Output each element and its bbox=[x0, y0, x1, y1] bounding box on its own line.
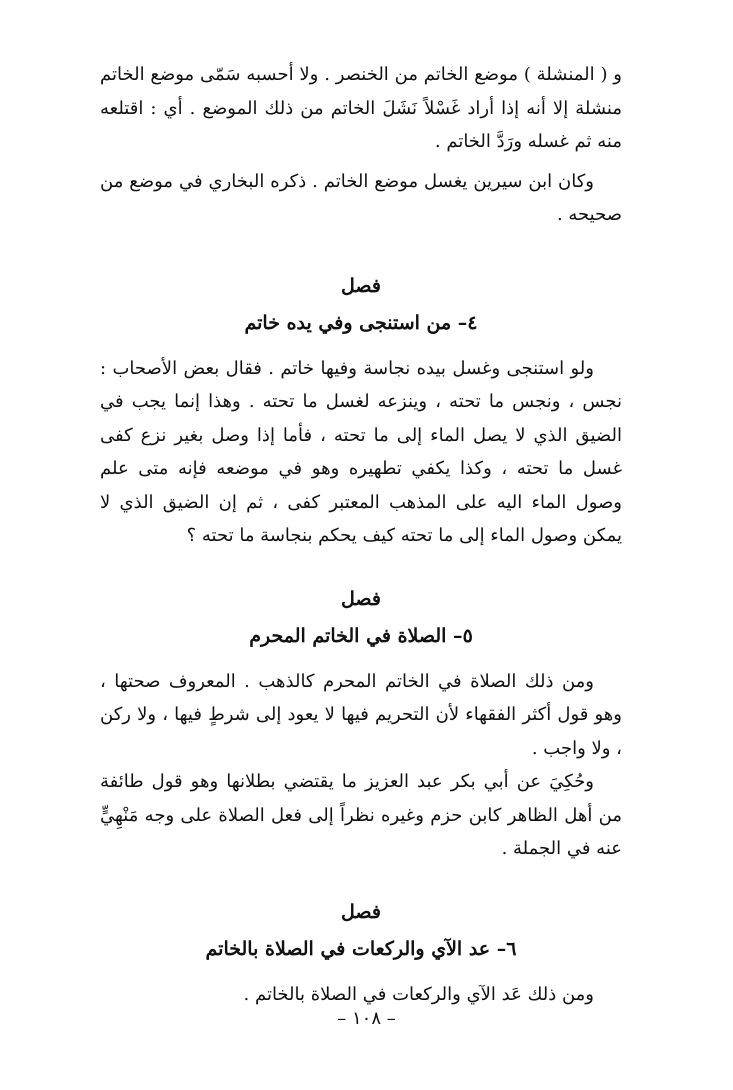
page-number: – ١٠٨ – bbox=[337, 1008, 396, 1029]
section-heading-6: ٦– عد الآي والركعات في الصلاة بالخاتم bbox=[205, 937, 517, 960]
section-label: فصل bbox=[341, 587, 381, 610]
section-heading-4: ٤– من استنجى وفي يده خاتم bbox=[244, 311, 478, 334]
paragraph-prayer-gold-ring: ومن ذلك الصلاة في الخاتم المحرم كالذهب . المعروف صحتها ، وهو قول أكثر الفقهاء لأن التحريم فيها لا يعود إلى شرطٍ فيها ، ولا ركن ، ولا واجب . bbox=[100, 670, 622, 759]
section-label: فصل bbox=[341, 274, 381, 297]
paragraph-abu-bakr: وحُكِيَ عن أبي بكر عبد العزيز ما يقتضي بطلانها وهو قول طائفة من أهل الظاهر كابن حزم وغيره نظراً إلى فعل الصلاة على وجه مَنْهِيٍّ عنه في الجملة . bbox=[100, 771, 622, 859]
paragraph-istinja: ولو استنجى وغسل بيده نجاسة وفيها خاتم . فقال بعض الأصحاب : نجس ، ونجس ما تحته ، وينزعه لغسل ما تحته . وهذا إنما يجب في الضيق الذي لا يصل الماء إلى ما تحته ، فأما إذا وصل بغير نزع كفى غسل ما تحته ، وكذا يكفي تطهيره وهو في موضعه فإنه متى علم وصول الماء اليه على المذهب المعتبر كفى ، ثم إن الضيق الذي لا يمكن وصول الماء إلى ما تحته كيف يحكم بنجاسة ما تحته ؟ bbox=[100, 357, 622, 546]
paragraph-minshala: و ( المنشلة ) موضع الخاتم من الخنصر . ولا أحسبه سَمّى موضع الخاتم منشلة إلا أنه إذا أراد غَسْلاً نَشَلَ الخاتم من ذلك الموضع . أي : اقتلعه منه ثم غسله ورَدَّ الخاتم . bbox=[100, 64, 622, 152]
spacer bbox=[100, 866, 622, 896]
paragraph-ibn-sirin: وكان ابن سيرين يغسل موضع الخاتم . ذكره البخاري في موضع من صحيحه . bbox=[100, 170, 622, 225]
document-page bbox=[100, 58, 622, 1011]
section-heading-5: ٥– الصلاة في الخاتم المحرم bbox=[249, 624, 473, 647]
spacer bbox=[100, 553, 622, 583]
spacer bbox=[100, 232, 622, 270]
paragraph-counting-verses: ومن ذلك عَد الآي والركعات في الصلاة بالخاتم . bbox=[243, 983, 594, 1005]
section-label: فصل bbox=[341, 900, 381, 923]
